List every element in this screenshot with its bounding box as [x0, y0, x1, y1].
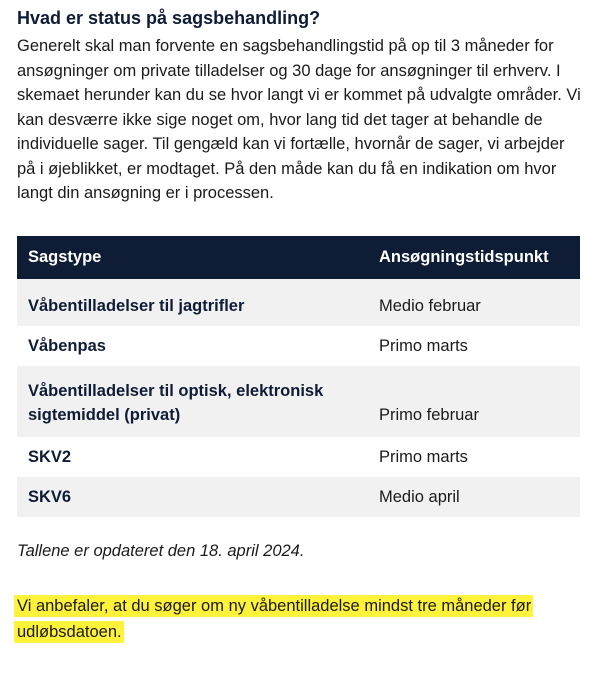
column-header-sagstype: Sagstype: [17, 236, 368, 279]
table-header-row: [17, 236, 580, 279]
case-type-cell: Våbentilladelser til jagtrifler: [17, 279, 368, 326]
application-time-cell: Primo marts: [368, 437, 580, 477]
updated-note: Tallene er opdateret den 18. april 2024.: [17, 541, 305, 560]
application-time-cell: Medio februar: [368, 279, 580, 326]
table-header: [17, 236, 580, 279]
advice-paragraph: [14, 593, 587, 645]
application-time-cell: Medio april: [368, 477, 580, 517]
table-row: [17, 477, 580, 517]
table-row: [17, 366, 580, 437]
section-heading: Hvad er status på sagsbehandling?: [17, 8, 321, 28]
case-type-cell: Våbentilladelser til optisk, elektronisk sigtemiddel (privat): [17, 366, 368, 437]
table-row: [17, 279, 580, 326]
column-header-ansoegningstidspunkt: Ansøgningstidspunkt: [368, 236, 580, 279]
intro-paragraph: Generelt skal man forvente en sagsbehandlingstid på op til 3 måneder for ansøgninger om private tilladelser og 30 dage for ansøgninger til erhverv. I skemaet herunder kan du se hvor langt vi er kommet på udvalgte områder. Vi kan desværre ikke sige noget om, hvor lang tid det tager at behandle de individuelle sager. Til gengæld kan vi fortælle, hvornår de sager, vi arbejder på i øjeblikket, er modtaget. På den måde kan du få en indikation om hvor langt din ansøgning er i processen.: [17, 37, 581, 202]
case-type-cell: Våbenpas: [17, 326, 368, 366]
application-time-cell: Primo marts: [368, 326, 580, 366]
application-time-cell: Primo februar: [368, 366, 580, 437]
table-body: [17, 279, 580, 517]
table-row: [17, 437, 580, 477]
article-section: [17, 5, 587, 645]
highlighted-advice-text: Vi anbefaler, at du søger om ny våbentilladelse mindst tre måneder før udløbsdatoen.: [14, 595, 533, 643]
table-row: [17, 326, 580, 366]
case-type-cell: SKV6: [17, 477, 368, 517]
case-type-cell: SKV2: [17, 437, 368, 477]
processing-status-table: [17, 236, 580, 517]
